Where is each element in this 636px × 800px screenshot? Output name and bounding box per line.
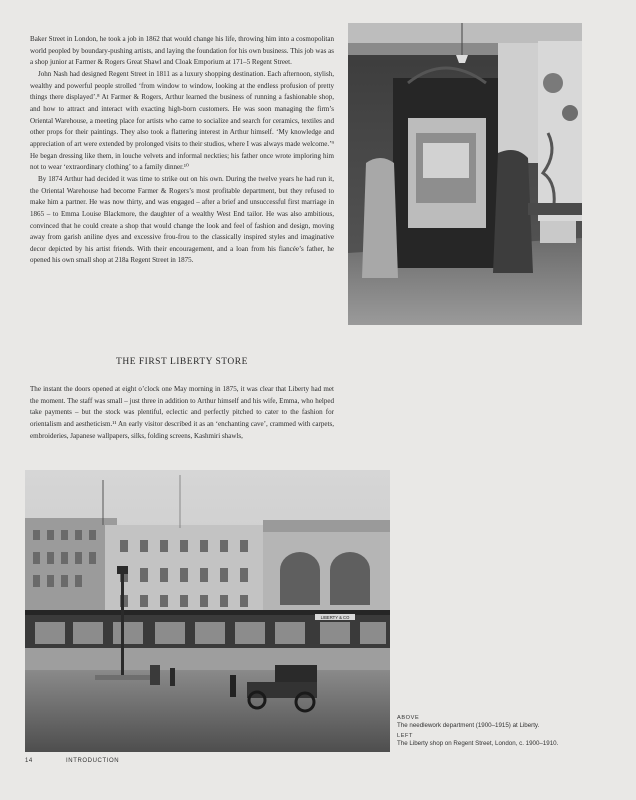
paragraph-2: John Nash had designed Regent Street in 1811 as a luxury shopping destination. Each afternoon, stylish, wealthy and powerful people strolled ‘from window to window, looking at the endless profusion of pretty things there displayed’.⁸ At Farmer & Rogers, Arthur learned the business of running a fashionable shop, and how to attract and interact with exacting high-born customers. He was soon managing the firm’s Oriental Warehouse, a meeting place for artists who came to socialize and search for ceramics, textiles and other props for their paintings. They also took a flattering interest in Arthur himself. ‘My knowledge and appreciation of art were extended by prolonged visits to their studios, where I was always made welcome.’⁹ He began dressing like them, in louche velvets and informal neckties; his father once wrote imploring him not to wear ‘extraordinary clothing’ to a family dinner.¹⁰ <box>30 69 334 172</box>
needlework-photo-graphic <box>348 23 582 325</box>
shopfront-photo-graphic <box>25 470 390 752</box>
paragraph-3: By 1874 Arthur had decided it was time to strike out on his own. During the twelve years he had run it, the Oriental Warehouse had become Farmer & Rogers’s most profitable department, but they refused to make him a partner. He was now thirty, and was engaged – after a brief and unsuccessful first marriage in 1865 – to Emma Louise Blackmore, the daughter of a wealthy West End tailor. He was also ambitious, convinced that he could create a shop that would change the look and feel of fashion and design, moving away from garish aniline dyes and excessive frou-frou to the classically inspired styles and imaginative decor depicted by his artist friends. With their encouragement, and a loan from his fiancée’s father, he opened his own small shop at 218a Regent Street in 1875. <box>30 174 334 265</box>
caption-text-left: The Liberty shop on Regent Street, London, c. 1900–1910. <box>397 739 559 747</box>
body-text-top <box>30 34 334 267</box>
needlework-department-photo <box>348 23 582 325</box>
regent-street-shop-photo <box>25 470 390 752</box>
shop-sign-text: LIBERTY & CO <box>320 615 350 620</box>
photo-captions <box>397 715 617 750</box>
paragraph-4: The instant the doors opened at eight o’clock one May morning in 1875, it was clear that Liberty had met the moment. The staff was small – just three in addition to Arthur himself and his wife, Emma, who helped take payments – but the stock was plentiful, eclectic and perfectly pitched to cater to the fashion for orientalism and aestheticism.¹¹ An early visitor described it as an ‘enchanting cave’, crammed with carpets, embroideries, Japanese wallpapers, silks, folding screens, Kashmiri shawls, <box>30 385 334 440</box>
caption-label-left: LEFT <box>397 732 414 739</box>
running-head: INTRODUCTION <box>66 758 120 764</box>
page-number: 14 <box>25 758 33 764</box>
caption-text-above: The needlework department (1900–1915) at Liberty. <box>397 722 540 729</box>
body-text-bottom <box>30 384 334 442</box>
caption-label-above: ABOVE <box>397 715 420 721</box>
paragraph-1: Baker Street in London, he took a job in 1862 that would change his life, throwing him into a cosmopolitan world peopled by boundary-pushing artists, and laying the foundation for his own business. This job was as a shop junior at Farmer & Rogers Great Shawl and Cloak Emporium at 171–5 Regent Street. <box>30 35 334 67</box>
section-heading: THE FIRST LIBERTY STORE <box>116 357 248 367</box>
